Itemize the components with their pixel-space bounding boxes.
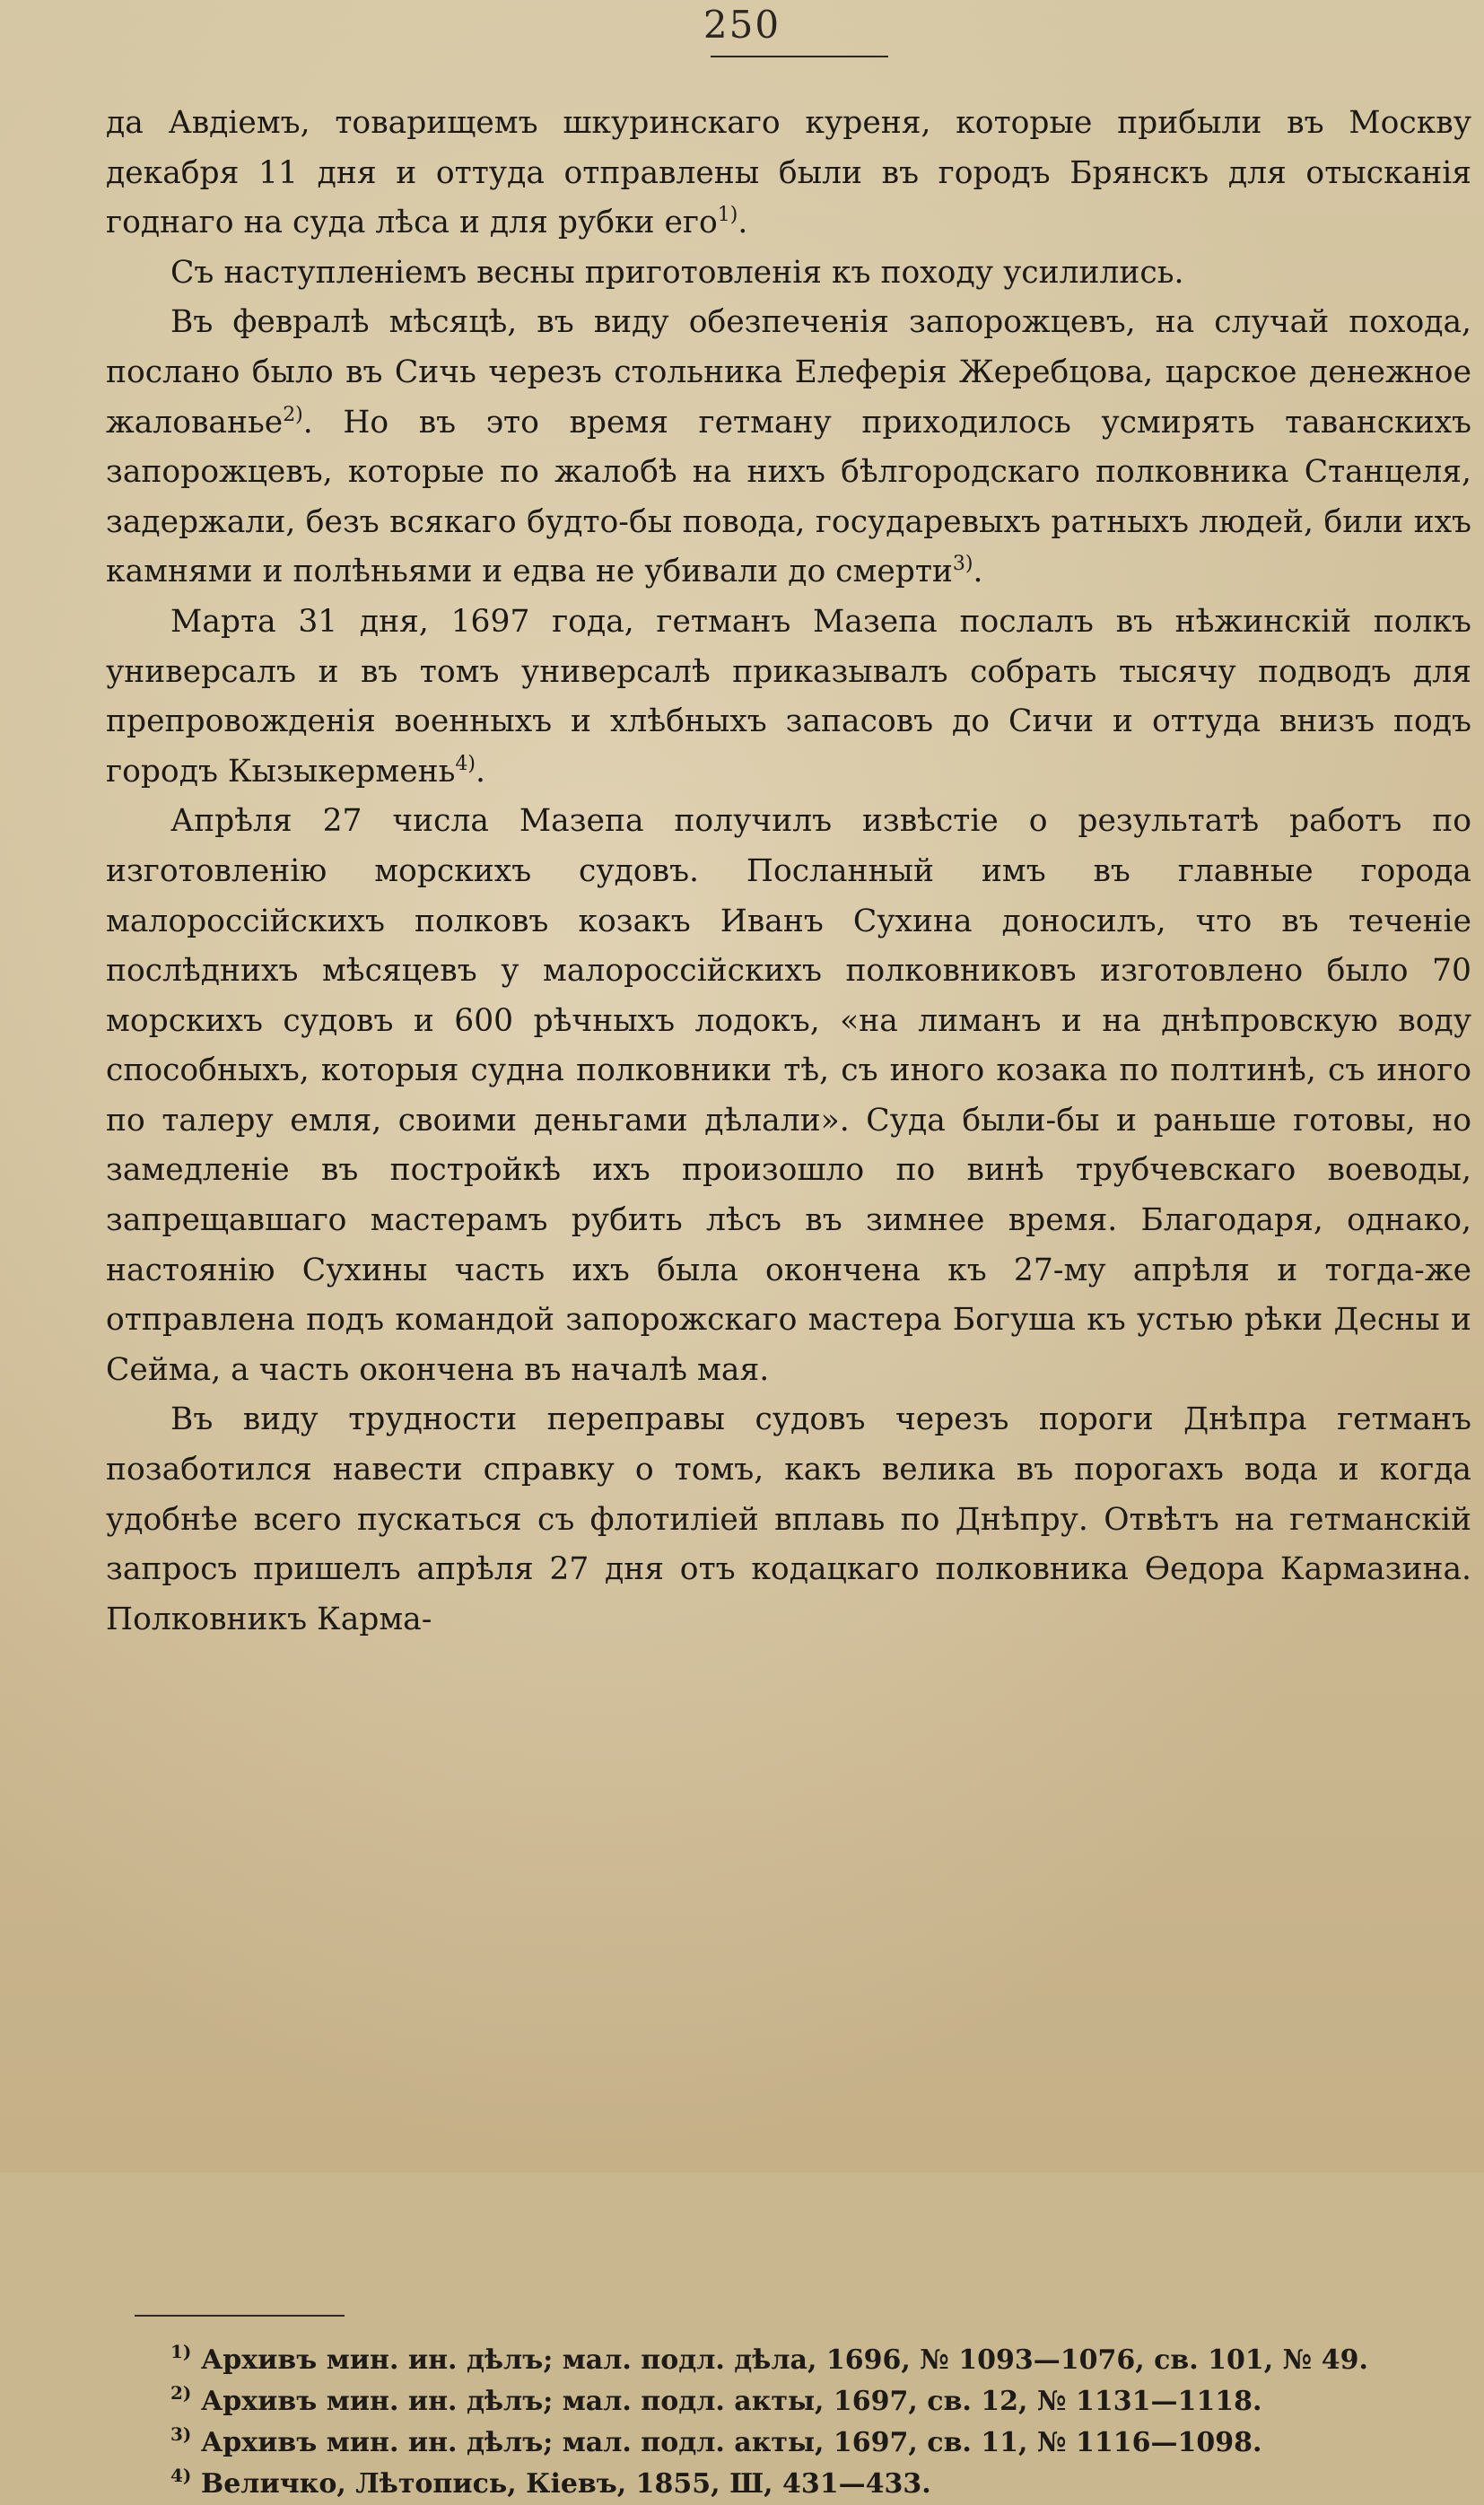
footnote-mark: 2) — [170, 2382, 192, 2404]
footnote-reference: 3) — [952, 553, 973, 576]
paragraph — [106, 298, 1471, 598]
paragraph — [106, 1395, 1471, 1645]
footnote — [170, 2422, 1466, 2464]
footnote-rule — [135, 2315, 345, 2317]
paragraph-text: Марта 31 дня, 1697 года, гетманъ Мазепа послалъ въ нѣжинскій полкъ универсалъ и въ томъ универсалѣ приказывалъ собрать тысячу подводъ для препровожденія военныхъ и хлѣбныхъ запасовъ до Сичи и оттуда внизъ подъ городъ Кызыкермень — [106, 603, 1471, 790]
paragraph — [106, 797, 1471, 1395]
footnotes — [170, 2340, 1466, 2505]
paragraph-text: Въ виду трудности переправы судовъ черезъ пороги Днѣпра гетманъ позаботился навести справку о томъ, какъ велика въ порогахъ вода и когда удобнѣе всего пускаться съ флотиліей вплавь по Днѣпру. Отвѣтъ на гетманскій запросъ пришелъ апрѣля 27 дня отъ кодацкаго полковника Ѳедора Кармазина. Полковникъ Карма- — [106, 1401, 1471, 1637]
footnote — [170, 2381, 1466, 2422]
footnote-mark: 3) — [170, 2423, 192, 2445]
footnote-reference: 2) — [283, 403, 303, 426]
paragraph-text: . — [973, 554, 983, 590]
footnote-text: Архивъ мин. ин. дѣлъ; мал. подл. дѣла, 1696, № 1093—1076, св. 101, № 49. — [200, 2344, 1368, 2376]
paragraph-text: . — [738, 205, 748, 241]
body-text — [106, 99, 1471, 1645]
paragraph-text: . Но въ это время гетману приходилось усмирять таванскихъ запорожцевъ, которые по жалобѣ на нихъ бѣлгородскаго полковника Станцеля, задержали, безъ всякаго будто-бы повода, государевыхъ ратныхъ людей, били ихъ камнями и полѣньями и едва не убивали до смерти — [106, 404, 1471, 590]
paragraph-text: . — [475, 753, 485, 790]
paragraph — [106, 249, 1471, 299]
header-rule — [711, 56, 888, 57]
footnote-reference: 4) — [455, 752, 476, 775]
paragraph-text: Въ февралѣ мѣсяцѣ, въ виду обезпеченія запорожцевъ, на случай похода, послано было въ Сичь черезъ стольника Елеферія Жеребцова, царское денежное жалованье — [106, 304, 1471, 441]
footnote — [170, 2464, 1466, 2505]
footnote-text: Архивъ мин. ин. дѣлъ; мал. подл. акты, 1697, св. 12, № 1131—1118. — [200, 2386, 1262, 2417]
paragraph-text: Апрѣля 27 числа Мазепа получилъ извѣстіе о результатѣ работъ по изготовленію морскихъ судовъ. Посланный имъ въ главные города малороссійскихъ полковъ козакъ Иванъ Сухина доносилъ, что въ теченіе послѣднихъ мѣсяцевъ у малороссійскихъ полковниковъ изготовлено было 70 морскихъ судовъ и 600 рѣчныхъ лодокъ, «на лиманъ и на днѣпровскую воду способныхъ, которыя судна полковники тѣ, съ иного козака по полтинѣ, съ иного по талеру емля, своими деньгами дѣлали». Суда были-бы и раньше готовы, но замедленіе въ постройкѣ ихъ произошло по винѣ трубчевскаго воеводы, запрещавшаго мастерамъ рубить лѣсъ въ зимнее время. Благодаря, однако, настоянію Сухины часть ихъ была окончена къ 27-му апрѣля и тогда-же отправлена подъ командой запорожскаго мастера Богуша къ устью рѣки Десны и Сейма, а часть окончена въ началѣ мая. — [106, 803, 1471, 1388]
footnote-text: Величко, Лѣтопись, Кіевъ, 1855, Ш, 431—433. — [200, 2468, 931, 2500]
footnote-mark: 4) — [170, 2465, 192, 2486]
paragraph-text: Съ наступленіемъ весны приготовленія къ походу усилились. — [170, 254, 1184, 291]
paragraph-text: да Авдіемъ, товарищемъ шкуринскаго куреня, которые прибыли въ Москву декабря 11 дня и оттуда отправлены были въ городъ Брянскъ для отысканія годнаго на суда лѣса и для рубки его — [106, 105, 1471, 241]
footnote-text: Архивъ мин. ин. дѣлъ; мал. подл. акты, 1697, св. 11, № 1116—1098. — [200, 2427, 1262, 2458]
footnote-mark: 1) — [170, 2341, 192, 2362]
paragraph — [106, 99, 1471, 249]
page-number: 250 — [703, 3, 781, 47]
footnote-reference: 1) — [717, 204, 738, 227]
footnote — [170, 2340, 1466, 2381]
paragraph — [106, 598, 1471, 797]
